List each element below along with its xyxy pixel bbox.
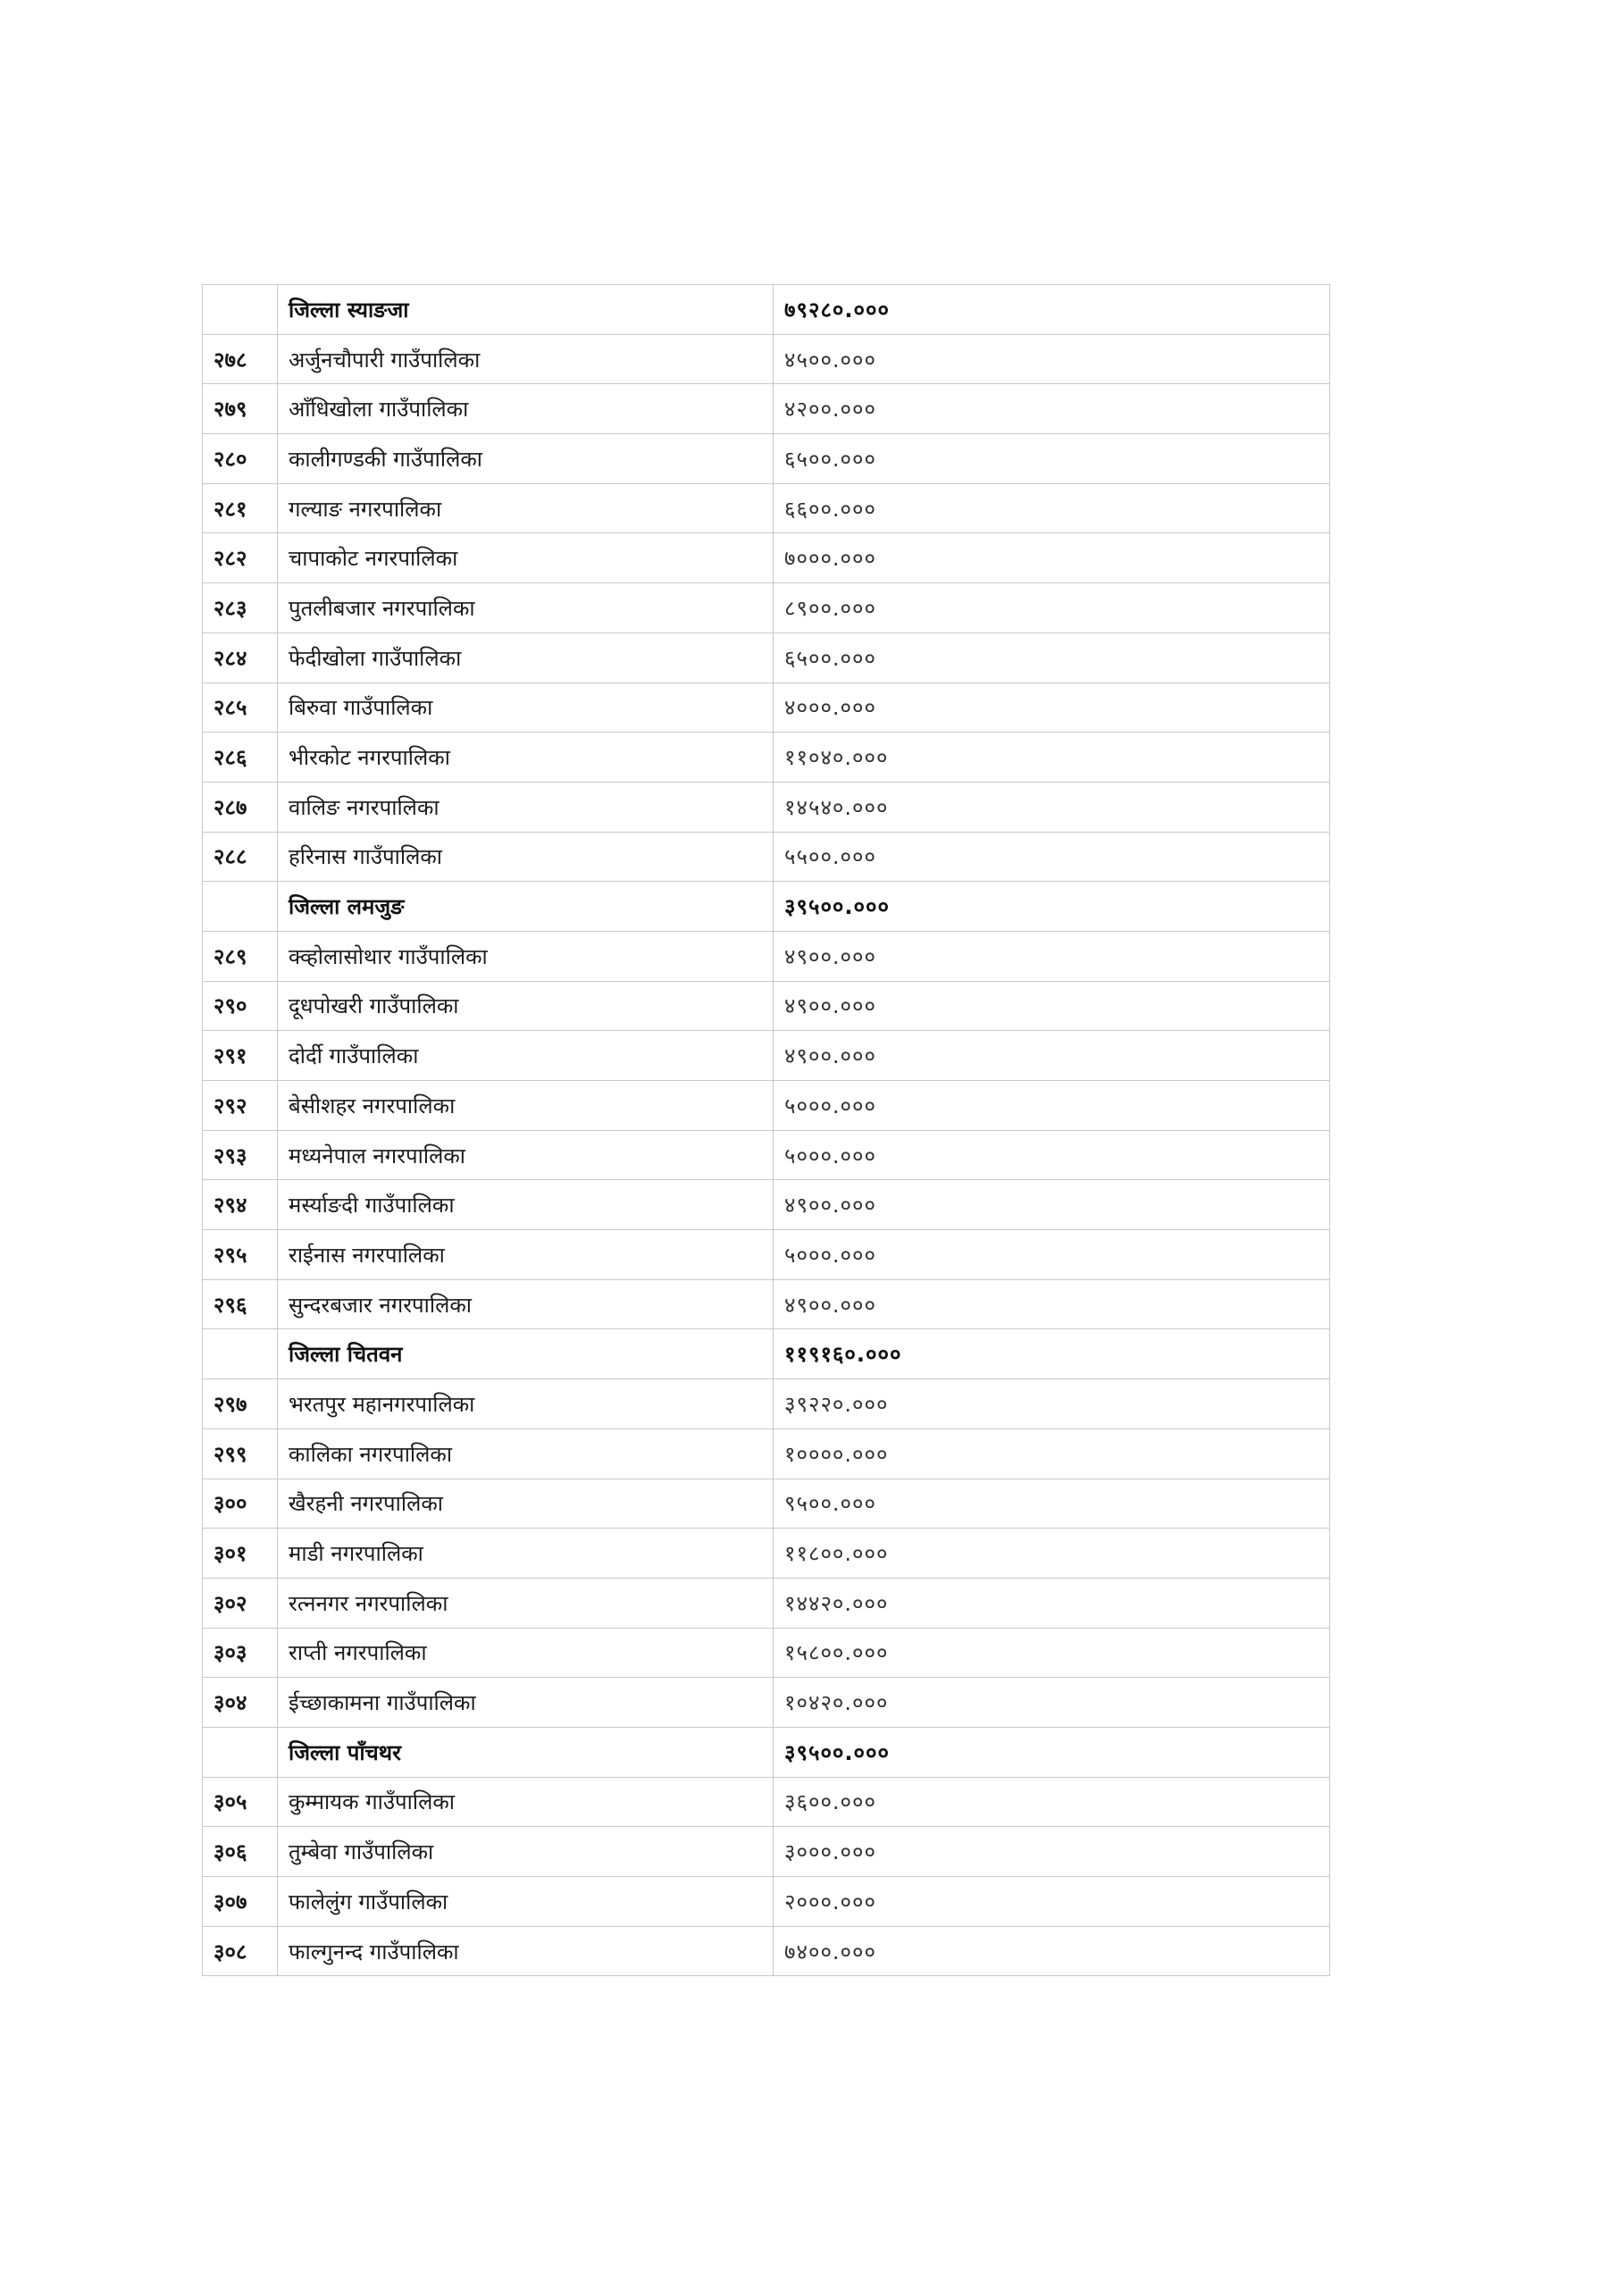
serial-number: २८४ (203, 632, 278, 683)
serial-number: ३०१ (203, 1529, 278, 1579)
district-name: जिल्ला चितवन (278, 1329, 774, 1379)
allocation-amount: ५०००.००० (774, 1130, 1330, 1180)
allocation-amount: ४९००.००० (774, 1279, 1330, 1329)
district-total-amount: ७९२८०.००० (774, 285, 1330, 335)
allocation-amount: ५०००.००० (774, 1230, 1330, 1280)
serial-number: ३०२ (203, 1578, 278, 1628)
serial-number: २८८ (203, 832, 278, 882)
allocation-amount: ४९००.००० (774, 931, 1330, 981)
serial-number: २९२ (203, 1081, 278, 1131)
municipality-name: गल्याङ नगरपालिका (278, 483, 774, 533)
municipality-name: कालीगण्डकी गाउँपालिका (278, 434, 774, 484)
allocation-amount: ११८००.००० (774, 1529, 1330, 1579)
serial-number: ३०० (203, 1479, 278, 1529)
table-row (203, 583, 1330, 633)
municipality-name: मध्यनेपाल नगरपालिका (278, 1130, 774, 1180)
municipality-name: वालिङ नगरपालिका (278, 782, 774, 832)
table-row (203, 434, 1330, 484)
allocation-amount: ३९२२०.००० (774, 1379, 1330, 1429)
municipality-name: फालेलुंग गाउँपालिका (278, 1877, 774, 1927)
district-header-row (203, 1329, 1330, 1379)
municipality-name: क्व्होलासोथार गाउँपालिका (278, 931, 774, 981)
allocation-amount: १४४२०.००० (774, 1578, 1330, 1628)
district-name: जिल्ला स्याङजा (278, 285, 774, 335)
serial-number: २८५ (203, 683, 278, 733)
municipality-name: बेसीशहर नगरपालिका (278, 1081, 774, 1131)
allocation-amount: ३६००.००० (774, 1777, 1330, 1827)
municipality-name: कुम्मायक गाउँपालिका (278, 1777, 774, 1827)
allocation-amount: ७४००.००० (774, 1926, 1330, 1976)
municipality-name: तुम्बेवा गाउँपालिका (278, 1827, 774, 1877)
table-row (203, 1678, 1330, 1728)
municipality-name: दूधपोखरी गाउँपालिका (278, 981, 774, 1031)
serial-number: २८६ (203, 733, 278, 783)
serial-number: २८० (203, 434, 278, 484)
table-body (203, 285, 1330, 1976)
municipality-name: राप्ती नगरपालिका (278, 1628, 774, 1678)
serial-number: २८७ (203, 782, 278, 832)
allocation-amount: २०००.००० (774, 1877, 1330, 1927)
table-row (203, 782, 1330, 832)
serial-number (203, 1329, 278, 1379)
district-header-row (203, 285, 1330, 335)
allocation-amount: ५५००.००० (774, 832, 1330, 882)
municipality-name: खैरहनी नगरपालिका (278, 1479, 774, 1529)
municipality-name: दोर्दी गाउँपालिका (278, 1031, 774, 1081)
table-row (203, 981, 1330, 1031)
table-row (203, 384, 1330, 434)
table-row (203, 632, 1330, 683)
municipality-name: चापाकोट नगरपालिका (278, 533, 774, 583)
serial-number: २७९ (203, 384, 278, 434)
serial-number: ३०८ (203, 1926, 278, 1976)
table-row (203, 1230, 1330, 1280)
municipality-name: फाल्गुनन्द गाउँपालिका (278, 1926, 774, 1976)
serial-number: २८१ (203, 483, 278, 533)
district-name: जिल्ला लमजुङ (278, 882, 774, 932)
municipality-name: हरिनास गाउँपालिका (278, 832, 774, 882)
allocation-amount: ४२००.००० (774, 384, 1330, 434)
table-row (203, 733, 1330, 783)
allocation-amount: १००००.००० (774, 1428, 1330, 1479)
district-header-row (203, 1727, 1330, 1777)
serial-number: २८९ (203, 931, 278, 981)
serial-number: २९९ (203, 1428, 278, 1479)
allocation-amount: ४९००.००० (774, 981, 1330, 1031)
serial-number: २९४ (203, 1180, 278, 1230)
municipality-name: माडी नगरपालिका (278, 1529, 774, 1579)
table-row (203, 1827, 1330, 1877)
allocation-amount: ४५००.००० (774, 334, 1330, 384)
serial-number: ३०७ (203, 1877, 278, 1927)
table-row (203, 1529, 1330, 1579)
allocation-amount: ८९००.००० (774, 583, 1330, 633)
table-row (203, 931, 1330, 981)
municipality-name: ईच्छाकामना गाउँपालिका (278, 1678, 774, 1728)
table-row (203, 1081, 1330, 1131)
serial-number: २९६ (203, 1279, 278, 1329)
municipality-name: कालिका नगरपालिका (278, 1428, 774, 1479)
municipality-name: बिरुवा गाउँपालिका (278, 683, 774, 733)
allocation-amount: ४०००.००० (774, 683, 1330, 733)
table-row (203, 1578, 1330, 1628)
municipality-name: राईनास नगरपालिका (278, 1230, 774, 1280)
table-row (203, 1777, 1330, 1827)
serial-number: २९५ (203, 1230, 278, 1280)
serial-number: २९३ (203, 1130, 278, 1180)
serial-number: ३०६ (203, 1827, 278, 1877)
district-total-amount: ३९५००.००० (774, 1727, 1330, 1777)
budget-allocation-table (202, 284, 1330, 1976)
allocation-amount: १०४२०.००० (774, 1678, 1330, 1728)
municipality-name: आँधिखोला गाउँपालिका (278, 384, 774, 434)
table-row (203, 1130, 1330, 1180)
allocation-amount: १४५४०.००० (774, 782, 1330, 832)
allocation-amount: ६५००.००० (774, 434, 1330, 484)
municipality-name: अर्जुनचौपारी गाउँपालिका (278, 334, 774, 384)
municipality-name: भीरकोट नगरपालिका (278, 733, 774, 783)
table-row (203, 1479, 1330, 1529)
municipality-name: सुन्दरबजार नगरपालिका (278, 1279, 774, 1329)
serial-number (203, 882, 278, 932)
allocation-amount: ४९००.००० (774, 1031, 1330, 1081)
table-row (203, 1180, 1330, 1230)
allocation-amount: ५०००.००० (774, 1081, 1330, 1131)
allocation-amount: ३०००.००० (774, 1827, 1330, 1877)
serial-number: ३०४ (203, 1678, 278, 1728)
allocation-amount: ९५००.००० (774, 1479, 1330, 1529)
table-row (203, 334, 1330, 384)
district-total-amount: ११९१६०.००० (774, 1329, 1330, 1379)
serial-number: २९७ (203, 1379, 278, 1429)
table-row (203, 533, 1330, 583)
district-header-row (203, 882, 1330, 932)
allocation-amount: १५८००.००० (774, 1628, 1330, 1678)
municipality-name: मर्स्याङदी गाउँपालिका (278, 1180, 774, 1230)
serial-number: २९० (203, 981, 278, 1031)
district-name: जिल्ला पाँचथर (278, 1727, 774, 1777)
serial-number: ३०३ (203, 1628, 278, 1678)
serial-number: २८२ (203, 533, 278, 583)
serial-number: २८३ (203, 583, 278, 633)
serial-number (203, 285, 278, 335)
table-row (203, 483, 1330, 533)
allocation-amount: ११०४०.००० (774, 733, 1330, 783)
table-row (203, 1379, 1330, 1429)
allocation-amount: ७०००.००० (774, 533, 1330, 583)
serial-number: २७८ (203, 334, 278, 384)
serial-number: ३०५ (203, 1777, 278, 1827)
table-row (203, 1926, 1330, 1976)
serial-number: २९१ (203, 1031, 278, 1081)
table-row (203, 683, 1330, 733)
municipality-name: फेदीखोला गाउँपालिका (278, 632, 774, 683)
district-total-amount: ३९५००.००० (774, 882, 1330, 932)
serial-number (203, 1727, 278, 1777)
allocation-amount: ४९००.००० (774, 1180, 1330, 1230)
allocation-amount: ६६००.००० (774, 483, 1330, 533)
municipality-name: रत्ननगर नगरपालिका (278, 1578, 774, 1628)
table-row (203, 1279, 1330, 1329)
table-row (203, 1628, 1330, 1678)
municipality-name: भरतपुर महानगरपालिका (278, 1379, 774, 1429)
table-row (203, 832, 1330, 882)
table-row (203, 1428, 1330, 1479)
table-row (203, 1877, 1330, 1927)
table-row (203, 1031, 1330, 1081)
municipality-name: पुतलीबजार नगरपालिका (278, 583, 774, 633)
allocation-amount: ६५००.००० (774, 632, 1330, 683)
